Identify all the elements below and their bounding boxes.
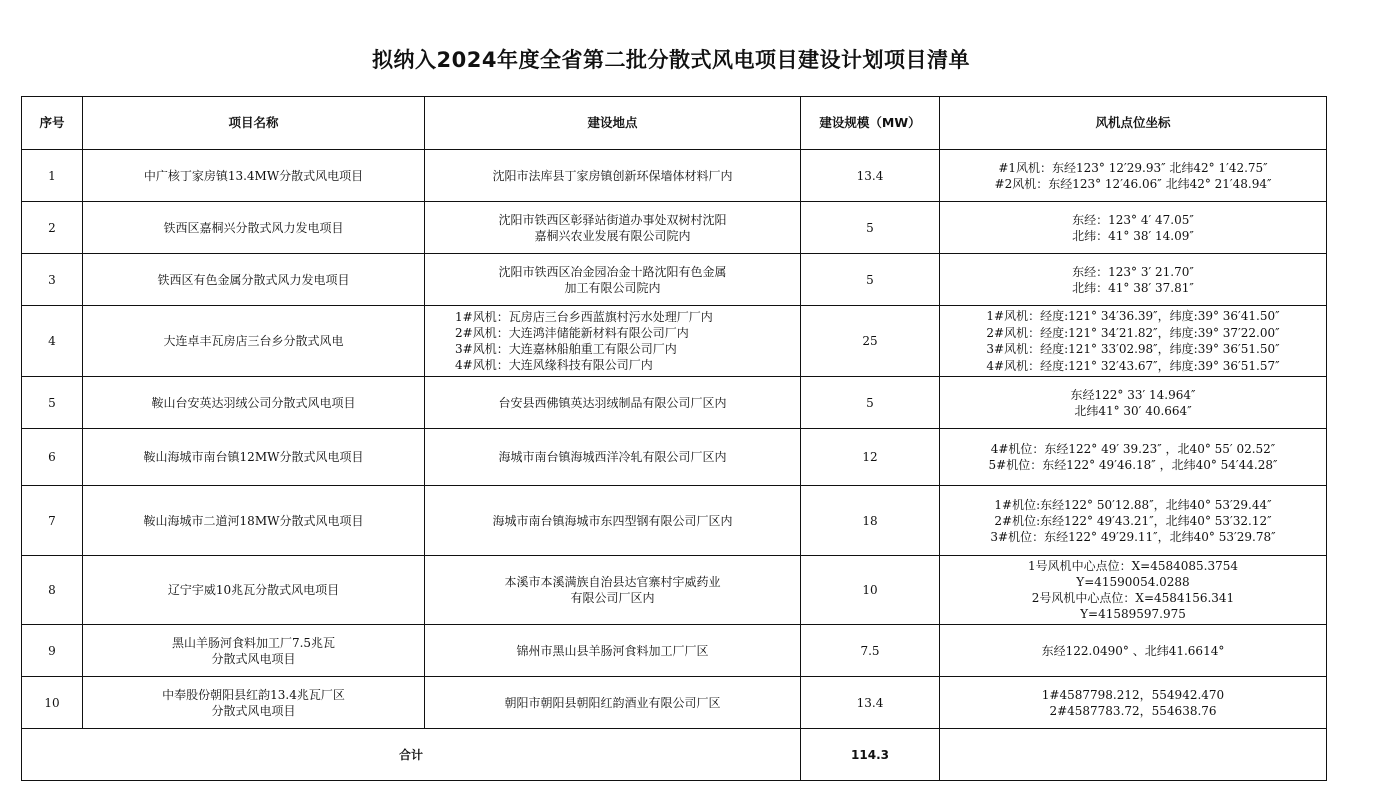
header-scale: 建设规模（MW） xyxy=(801,97,940,150)
cell-seq: 5 xyxy=(22,377,83,429)
cell-scale: 13.4 xyxy=(801,677,940,729)
cell-location: 沈阳市铁西区冶金园冶金十路沈阳有色金属 加工有限公司院内 xyxy=(425,254,801,306)
cell-coords: #1风机：东经123° 12′29.93″ 北纬42° 1′42.75″ #2风机：东经123° 12′46.06″ 北纬42° 21′48.94″ xyxy=(940,150,1327,202)
cell-seq: 1 xyxy=(22,150,83,202)
table-row xyxy=(22,625,1327,677)
cell-location: 沈阳市法库县丁家房镇创新环保墙体材料厂内 xyxy=(425,150,801,202)
cell-coords: 东经122.0490° 、北纬41.6614° xyxy=(940,625,1327,677)
cell-seq: 6 xyxy=(22,429,83,486)
total-coords-empty xyxy=(940,729,1327,781)
cell-scale: 18 xyxy=(801,486,940,556)
cell-name: 中广核丁家房镇13.4MW分散式风电项目 xyxy=(83,150,425,202)
cell-seq: 3 xyxy=(22,254,83,306)
header-row xyxy=(22,97,1327,150)
cell-name: 辽宁宇威10兆瓦分散式风电项目 xyxy=(83,556,425,625)
cell-scale: 12 xyxy=(801,429,940,486)
cell-name: 中奉股份朝阳县红韵13.4兆瓦厂区 分散式风电项目 xyxy=(83,677,425,729)
table-row xyxy=(22,150,1327,202)
table-row xyxy=(22,254,1327,306)
cell-name: 鞍山海城市南台镇12MW分散式风电项目 xyxy=(83,429,425,486)
total-label: 合计 xyxy=(22,729,801,781)
cell-scale: 25 xyxy=(801,306,940,377)
cell-name: 大连卓丰瓦房店三台乡分散式风电 xyxy=(83,306,425,377)
cell-scale: 5 xyxy=(801,254,940,306)
cell-seq: 9 xyxy=(22,625,83,677)
cell-coords: 1号风机中心点位：X=4584085.3754 Y=41590054.0288 2号风机中心点位：X=4584156.341 Y=41589597.975 xyxy=(940,556,1327,625)
header-seq: 序号 xyxy=(22,97,83,150)
cell-location: 沈阳市铁西区彰驿站街道办事处双树村沈阳 嘉桐兴农业发展有限公司院内 xyxy=(425,202,801,254)
cell-location: 海城市南台镇海城西洋冷轧有限公司厂区内 xyxy=(425,429,801,486)
cell-coords: 4#机位：东经122° 49′ 39.23″ ，北40° 55′ 02.52″ 5#机位：东经122° 49′46.18″ ，北纬40° 54′44.28″ xyxy=(940,429,1327,486)
header-name: 项目名称 xyxy=(83,97,425,150)
table-row xyxy=(22,202,1327,254)
table-row xyxy=(22,429,1327,486)
cell-seq: 10 xyxy=(22,677,83,729)
cell-seq: 7 xyxy=(22,486,83,556)
cell-seq: 4 xyxy=(22,306,83,377)
cell-location: 台安县西佛镇英达羽绒制品有限公司厂区内 xyxy=(425,377,801,429)
cell-scale: 5 xyxy=(801,202,940,254)
cell-scale: 5 xyxy=(801,377,940,429)
cell-name: 鞍山海城市二道河18MW分散式风电项目 xyxy=(83,486,425,556)
cell-location: 锦州市黑山县羊肠河食料加工厂厂区 xyxy=(425,625,801,677)
cell-name: 鞍山台安英达羽绒公司分散式风电项目 xyxy=(83,377,425,429)
cell-coords: 东经：123° 3′ 21.70″ 北纬：41° 38′ 37.81″ xyxy=(940,254,1327,306)
cell-location: 朝阳市朝阳县朝阳红韵酒业有限公司厂区 xyxy=(425,677,801,729)
cell-name: 黑山羊肠河食料加工厂7.5兆瓦 分散式风电项目 xyxy=(83,625,425,677)
cell-coords: 1#机位:东经122° 50′12.88″，北纬40° 53′29.44″ 2#机位:东经122° 49′43.21″，北纬40° 53′32.12″ 3#机位：东经122° 49′29.11″，北纬40° 53′29.78″ xyxy=(940,486,1327,556)
cell-location: 海城市南台镇海城市东四型钢有限公司厂区内 xyxy=(425,486,801,556)
cell-location: 1#风机：瓦房店三台乡西蓝旗村污水处理厂厂内 2#风机：大连鸿沣储能新材料有限公司厂内 3#风机：大连嘉林船舶重工有限公司厂内 4#风机：大连风缘科技有限公司厂内 xyxy=(425,306,801,377)
table-row xyxy=(22,556,1327,625)
table-row xyxy=(22,377,1327,429)
cell-coords: 东经122° 33′ 14.964″ 北纬41° 30′ 40.664″ xyxy=(940,377,1327,429)
cell-coords: 东经：123° 4′ 47.05″ 北纬：41° 38′ 14.09″ xyxy=(940,202,1327,254)
cell-coords: 1#4587798.212，554942.470 2#4587783.72，554638.76 xyxy=(940,677,1327,729)
table-row xyxy=(22,677,1327,729)
cell-scale: 10 xyxy=(801,556,940,625)
cell-seq: 8 xyxy=(22,556,83,625)
total-scale: 114.3 xyxy=(801,729,940,781)
total-row xyxy=(22,729,1327,781)
cell-scale: 7.5 xyxy=(801,625,940,677)
table-row xyxy=(22,306,1327,377)
cell-location: 本溪市本溪满族自治县达官寨村宇威药业 有限公司厂区内 xyxy=(425,556,801,625)
project-table xyxy=(21,96,1327,781)
table-row xyxy=(22,486,1327,556)
cell-name: 铁西区有色金属分散式风力发电项目 xyxy=(83,254,425,306)
page-title: 拟纳入2024年度全省第二批分散式风电项目建设计划项目清单 xyxy=(372,48,970,72)
header-coords: 风机点位坐标 xyxy=(940,97,1327,150)
cell-name: 铁西区嘉桐兴分散式风力发电项目 xyxy=(83,202,425,254)
cell-scale: 13.4 xyxy=(801,150,940,202)
cell-seq: 2 xyxy=(22,202,83,254)
header-location: 建设地点 xyxy=(425,97,801,150)
cell-coords: 1#风机：经度:121° 34′36.39″，纬度:39° 36′41.50″ 2#风机：经度:121° 34′21.82″，纬度:39° 37′22.00″ 3#风机：经度:121° 33′02.98″，纬度:39° 36′51.50″ 4#风机：经度:121° 32′43.67″，纬度:39° 36′51.57″ xyxy=(940,306,1327,377)
